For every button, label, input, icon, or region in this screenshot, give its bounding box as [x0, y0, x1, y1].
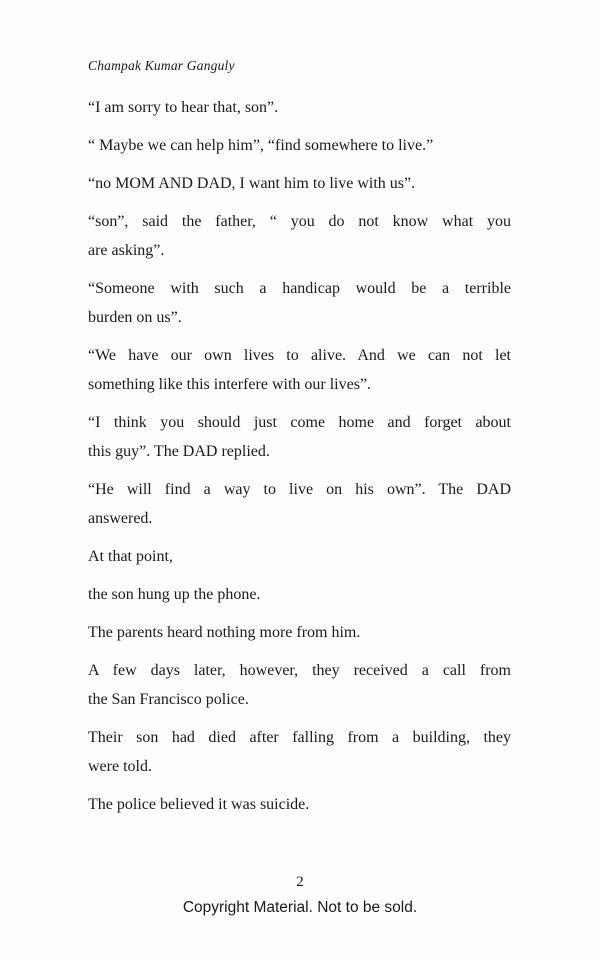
text-line: “no MOM AND DAD, I want him to live with us”.	[88, 175, 416, 192]
paragraph	[88, 790, 511, 819]
paragraph	[88, 542, 511, 571]
paragraph	[88, 580, 511, 609]
paragraph	[88, 475, 511, 533]
copyright-notice: Copyright Material. Not to be sold.	[182, 899, 418, 916]
paragraph	[88, 169, 511, 198]
text-line: Their son had died after falling from a building, they	[88, 729, 511, 746]
text-line: are asking”.	[88, 242, 165, 259]
paragraph	[88, 131, 511, 160]
text-line: the San Francisco police.	[88, 691, 249, 708]
text-line: “son”, said the father, “ you do not know what you	[88, 213, 511, 230]
text-line: “ Maybe we can help him”, “find somewhere to live.”	[88, 137, 434, 154]
page-number: 2	[296, 874, 304, 890]
text-line: something like this interfere with our lives”.	[88, 376, 372, 393]
author-header: Champak Kumar Ganguly	[88, 58, 235, 73]
text-line: The police believed it was suicide.	[88, 796, 310, 813]
text-line: At that point,	[88, 548, 173, 565]
paragraph	[88, 618, 511, 647]
text-line: were told.	[88, 758, 152, 775]
text-line: “I am sorry to hear that, son”.	[88, 99, 279, 116]
text-line: A few days later, however, they received a call from	[88, 662, 511, 679]
paragraph	[88, 656, 511, 714]
text-line: “We have our own lives to alive. And we can not let	[88, 347, 511, 364]
paragraph	[88, 341, 511, 399]
paragraph	[88, 723, 511, 781]
text-line: “He will find a way to live on his own”. The DAD	[88, 481, 511, 498]
text-line: “Someone with such a handicap would be a terrible	[88, 280, 511, 297]
text-line: this guy”. The DAD replied.	[88, 443, 270, 460]
text-line: the son hung up the phone.	[88, 586, 261, 603]
page-content	[88, 58, 511, 828]
paragraph	[88, 93, 511, 122]
paragraph	[88, 408, 511, 466]
paragraph	[88, 274, 511, 332]
text-line: The parents heard nothing more from him.	[88, 624, 361, 641]
paragraph	[88, 207, 511, 265]
text-line: burden on us”.	[88, 309, 182, 326]
text-line: answered.	[88, 510, 153, 527]
text-line: “I think you should just come home and forget about	[88, 414, 511, 431]
